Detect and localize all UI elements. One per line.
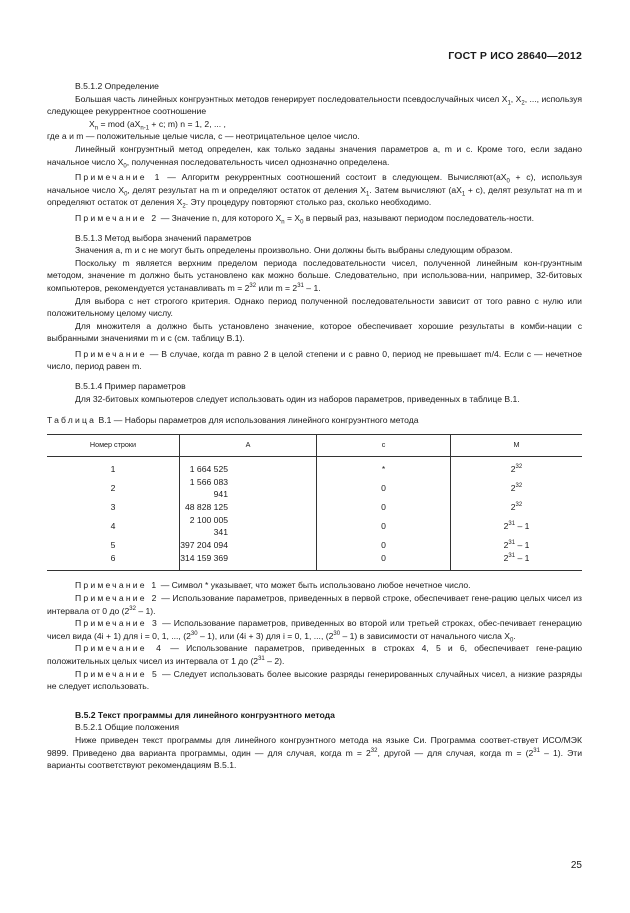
cell-a: 314 159 369 bbox=[180, 552, 317, 571]
cell-c: 0 bbox=[317, 501, 451, 514]
cell-row-number: 1 bbox=[110, 463, 116, 474]
paragraph: Для множителя a должно быть установлено значение, которое обеспечивает хорошие результаты в комби-нации с выбранными значениями m и c (см. таблицу B.1). bbox=[47, 320, 582, 344]
note: Примечание 1 — Символ * указывает, что может быть использовано любое нечетное число. bbox=[75, 580, 471, 591]
paragraph: Значения a, m и c не могут быть определены произвольно. Они должны быть выбраны следующим образом. bbox=[75, 245, 513, 256]
page-content bbox=[47, 80, 582, 772]
page-number: 25 bbox=[570, 860, 582, 871]
paragraph: Для 32-битовых компьютеров следует использовать один из наборов параметров, приведенных в таблице B.1. bbox=[75, 393, 520, 404]
paragraph: Линейный конгруэнтный метод определен, как только заданы значения параметров a, m и c. Кроме того, если задано начальное число $X_0$, полученная последовательность чисел однозначно определена. bbox=[47, 143, 582, 170]
column-header: c bbox=[317, 434, 451, 456]
cell-c: 0 bbox=[317, 514, 451, 539]
cell-a: 2 100 005 341 bbox=[180, 514, 317, 539]
paragraph: Поскольку m является верхним пределом периода последовательности чисел, полученной линейным кон-груэнтным методом, значение m должно быть установлено как можно больше. Следовательно, при использова-нии, например, 32-битовых компьютеров, рекомендуется устанавливать $m = 2^{32}$ или $m = 2^{31} - 1$. bbox=[47, 257, 582, 293]
table-notes bbox=[47, 579, 582, 692]
section-heading: B.5.1.3 Метод выбора значений параметров bbox=[75, 232, 252, 243]
note: Примечание — В случае, когда m равно 2 в целой степени и c равно 0, период не превышает m/4. Если c — нечетное число, период равен m. bbox=[47, 348, 583, 372]
note: Примечание 3 — Использование параметров, приведенных во второй или третьей строках, обес-печивает генерацию чисел вида (4i + 1) для i = 0, 1, ..., $(2^{30} - 1)$, или (4i + 3) для i = 0, 1, ..., $(2^{30} - 1)$ в зависимости от начального числа $X_0$. bbox=[47, 618, 582, 644]
table-body bbox=[47, 456, 582, 571]
cell-m: $2^{31} - 1$ bbox=[451, 552, 583, 571]
cell-m: $2^{32}$ bbox=[451, 501, 583, 514]
note: Примечание 1 — Алгоритм рекуррентных соотношений состоит в следующем. $Вычисляют(aX_0 + c)$, используя начальное число $X_0$, делят результат на m и определяют остаток от деления $X_1$. Затем вычисляют $(aX_1 + c)$, делят результат на m и определяют остаток от деления $X_2$. Эту процедуру повторяют столько раз, сколько необходимо. bbox=[47, 172, 582, 211]
column-header: Номер строки bbox=[47, 434, 180, 456]
cell-c: 0 bbox=[317, 552, 451, 571]
cell-row-number: 4 bbox=[110, 520, 116, 531]
cell-row-number: 5 bbox=[110, 539, 116, 550]
table-row bbox=[47, 539, 582, 552]
cell-m: $2^{31} - 1$ bbox=[451, 514, 583, 539]
table-row bbox=[47, 501, 582, 514]
section-heading: B.5.1.4 Пример параметров bbox=[75, 381, 186, 392]
table-row bbox=[47, 552, 582, 571]
paragraph: Для выбора c нет строгого критерия. Однако период полученной последовательности зависит от того равно c нулю или положительному целому числу. bbox=[47, 295, 582, 319]
cell-a: 397 204 094 bbox=[180, 539, 317, 552]
note: Примечание 2 — Использование параметров, приведенных в первой строке, обеспечивает гене-рацию целых чисел из интервала от 0 до $(2^{32} - 1)$. bbox=[47, 593, 582, 616]
paragraph: Ниже приведен текст программы для линейного конгруэнтного метода на языке Си. Программа соответ-ствует ИСО/МЭК 9899. Приведено два варианта программы, один — для случая, когда $m = 2^{32}$, другой — для случая, когда $m = (2^{31} - 1)$. Эти варианты соответствуют рекомендациям B.5.1. bbox=[47, 734, 583, 771]
cell-row-number: 6 bbox=[110, 552, 116, 563]
note: Примечание 2 — Значение n, для которого $X_n = X_0$ в первый раз, называют периодом последователь-ности. bbox=[75, 212, 535, 226]
cell-m: $2^{32}$ bbox=[451, 476, 583, 501]
cell-a: 48 828 125 bbox=[180, 501, 317, 514]
note: Примечание 5 — Следует использовать более высокие разряды генерированных случайных чисел, а низкие разряды не следует использовать. bbox=[47, 668, 582, 692]
column-header: A bbox=[180, 434, 317, 456]
cell-row-number: 3 bbox=[110, 501, 116, 512]
cell-row-number: 2 bbox=[110, 482, 116, 493]
note: Примечание 4 — Использование параметров, приведенных в строках 4, 5 и 6, обеспечивает гене-рацию положительных целых чисел из интервала от 1 до $(2^{31} - 2)$. bbox=[47, 643, 583, 666]
cell-a: 1 566 083 941 bbox=[180, 476, 317, 501]
table-header-row bbox=[47, 434, 582, 456]
recurrence-formula: $X_n$ = mod ($aX_{n-1} + c$; m) n = 1, 2, ... , bbox=[89, 118, 226, 132]
table-row bbox=[47, 476, 582, 501]
cell-c: 0 bbox=[317, 476, 451, 501]
cell-m: $2^{31} - 1$ bbox=[451, 539, 583, 552]
section-heading: B.5.1.2 Определение bbox=[75, 81, 159, 91]
column-header: M bbox=[451, 434, 583, 456]
table-caption: Таблица B.1 — Наборы параметров для использования линейного конгруэнтного метода bbox=[47, 415, 419, 426]
subsection-heading: B.5.2.1 Общие положения bbox=[75, 722, 180, 733]
section-heading: B.5.2 Текст программы для линейного конгруэнтного метода bbox=[75, 709, 335, 720]
paragraph: где a и m — положительные целые числа, c — неотрицательное целое число. bbox=[47, 131, 360, 142]
cell-m: $2^{32}$ bbox=[451, 456, 583, 475]
cell-c: 0 bbox=[317, 539, 451, 552]
cell-a: 1 664 525 bbox=[180, 456, 317, 475]
paragraph: Большая часть линейных конгруэнтных методов генерирует последовательности псевдослучайных чисел $X_1$, $X_2$, ..., используя следующее рекуррентное соотношение bbox=[47, 93, 582, 117]
cell-c: * bbox=[317, 456, 451, 475]
table-row bbox=[47, 514, 582, 539]
standard-header: ГОСТ Р ИСО 28640—2012 bbox=[448, 50, 582, 62]
parameters-table bbox=[47, 434, 582, 572]
table-row bbox=[47, 456, 582, 475]
